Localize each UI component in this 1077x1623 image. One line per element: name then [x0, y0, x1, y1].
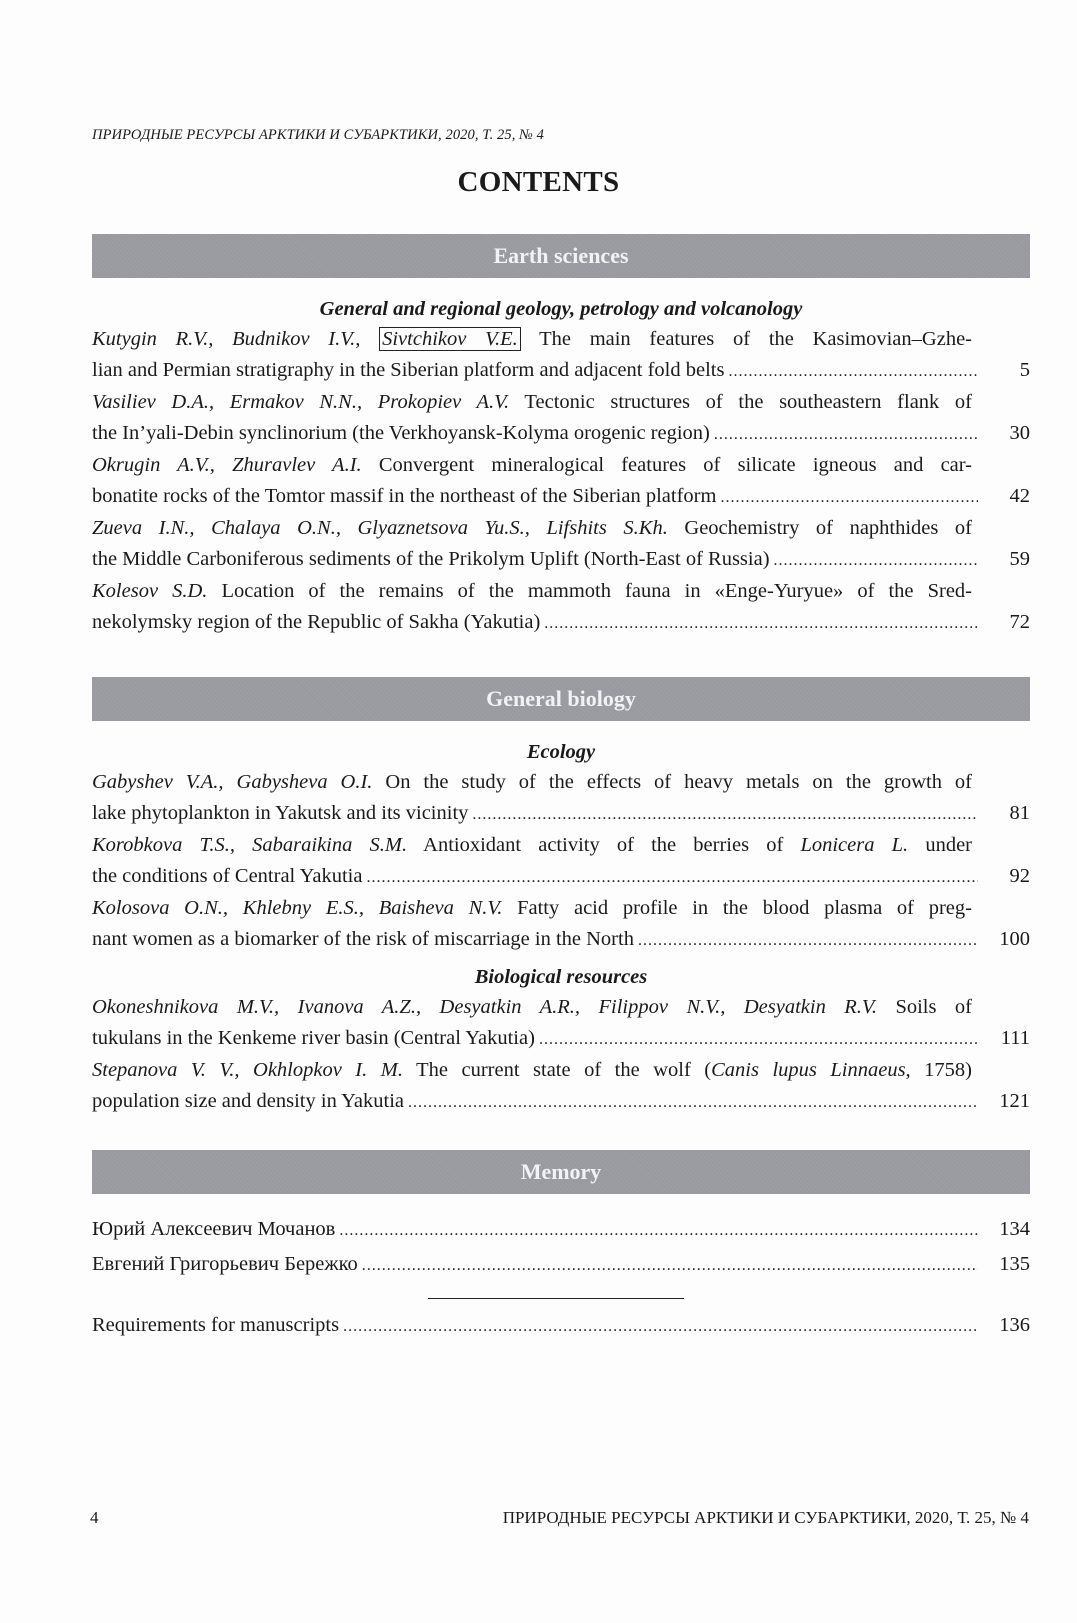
divider-line [428, 1298, 684, 1299]
subsection-title: General and regional geology, petrology and volcanology [319, 298, 803, 320]
entry-title: Antioxidant activity of the berries of [423, 834, 784, 856]
entry-title: Евгений Григорьевич Бережко [92, 1253, 358, 1275]
entry-title-cont: the In’yali-Debin synclinorium (the Verkhoyansk-Kolyma orogenic region) [92, 422, 710, 444]
entry-title: The current state of the wolf ( [416, 1059, 712, 1081]
taxon-name: Lonicera L. [800, 834, 909, 856]
leader-dots [774, 545, 978, 576]
entry-title-cont: lian and Permian stratigraphy in the Siberian platform and adjacent fold belts [92, 359, 725, 381]
section-memory [92, 1150, 1030, 1281]
toc-entry[interactable] [92, 1249, 1030, 1281]
entry-title-cont: the conditions of Central Yakutia [92, 865, 363, 887]
entry-title-cont: bonatite rocks of the Tomtor massif in the northeast of the Siberian platform [92, 485, 717, 507]
footer-journal-title: ПРИРОДНЫЕ РЕСУРСЫ АРКТИКИ И СУБАРКТИКИ, 2020, Т. 25, № 4 [502, 1508, 1029, 1527]
leader-dots [362, 1250, 978, 1281]
leader-dots [539, 1024, 978, 1055]
toc-entry[interactable] [92, 576, 1030, 639]
page-number: 136 [999, 1314, 1030, 1336]
page-number: 134 [999, 1218, 1030, 1240]
contents-title: CONTENTS [457, 166, 620, 198]
page-number: 92 [1009, 865, 1030, 887]
entry-authors: Kolesov S.D. [92, 580, 208, 602]
entry-authors: Kutygin R.V., Budnikov I.V., [92, 328, 361, 350]
page-number: 135 [999, 1253, 1030, 1275]
entry-title-cont: population size and density in Yakutia [92, 1090, 405, 1112]
toc-entry[interactable] [92, 513, 1030, 576]
entry-authors: Korobkova T.S., Sabaraikina S.M. [92, 834, 408, 856]
leader-dots [720, 482, 978, 513]
page-number: 100 [999, 928, 1030, 950]
page-number: 59 [1009, 548, 1030, 570]
section-bar: Memory [92, 1150, 1030, 1194]
entry-authors: Kolosova O.N., Khlebny E.S., Baisheva N.V. [92, 897, 503, 919]
footer-page-number: 4 [90, 1508, 99, 1527]
toc-entry[interactable] [92, 767, 1030, 830]
section-earth-sciences [92, 234, 1030, 639]
toc-entry[interactable] [92, 893, 1030, 956]
entry-authors: Vasiliev D.A., Ermakov N.N., Prokopiev A.V. [92, 391, 510, 413]
entry-authors: Zueva I.N., Chalaya O.N., Glyaznetsova Yu.S., Lifshits S.Kh. [92, 517, 668, 539]
toc-entry[interactable] [92, 450, 1030, 513]
entry-authors: Stepanova V. V., Okhlopkov I. M. [92, 1059, 403, 1081]
toc-entry[interactable] [92, 324, 1030, 387]
entry-title: Geochemistry of naphthides of [684, 517, 973, 539]
entry-title-cont: the Middle Carboniferous sediments of the Prikolym Uplift (North-East of Russia) [92, 548, 770, 570]
page-number: 121 [999, 1090, 1030, 1112]
toc-entry[interactable] [92, 992, 1030, 1055]
leader-dots [366, 862, 978, 893]
entry-title: under [925, 834, 972, 856]
section-bar: General biology [92, 677, 1030, 721]
highlighted-author: Sivtchikov V.E. [379, 327, 521, 351]
page-number: 5 [1019, 359, 1030, 381]
page-number: 30 [1009, 422, 1030, 444]
entry-title-cont: nant women as a biomarker of the risk of miscarriage in the North [92, 928, 634, 950]
entry-title: On the study of the effects of heavy metals on the growth of [385, 771, 972, 793]
entry-title: Юрий Алексеевич Мочанов [92, 1218, 336, 1240]
leader-dots [339, 1215, 978, 1246]
leader-dots [728, 356, 978, 387]
running-head: ПРИРОДНЫЕ РЕСУРСЫ АРКТИКИ И СУБАРКТИКИ, 2020, Т. 25, № 4 [92, 127, 545, 143]
entry-title: , 1758) [905, 1059, 972, 1081]
subsection-title: Biological resources [474, 966, 648, 988]
toc-entry[interactable] [92, 1055, 1030, 1118]
leader-dots [343, 1311, 978, 1342]
entry-title: The main features of the Kasimovian–Gzhe- [539, 328, 972, 350]
leader-dots [544, 608, 978, 639]
taxon-name: Canis lupus Linnaeus [711, 1059, 906, 1081]
entry-title: Requirements for manuscripts [92, 1314, 340, 1336]
section-bar: Earth sciences [92, 234, 1030, 278]
leader-dots [408, 1087, 978, 1118]
entry-title-cont: lake phytoplankton in Yakutsk and its vicinity [92, 802, 469, 824]
leader-dots [472, 799, 978, 830]
page-number: 111 [1000, 1027, 1030, 1049]
toc-entry[interactable] [92, 387, 1030, 450]
entry-title: Convergent mineralogical features of silicate igneous and car- [378, 454, 973, 476]
entry-title: Fatty acid profile in the blood plasma of preg- [517, 897, 972, 919]
entry-title-cont: tukulans in the Kenkeme river basin (Central Yakutia) [92, 1027, 535, 1049]
entry-authors: Okrugin A.V., Zhuravlev A.I. [92, 454, 362, 476]
entry-title: Tectonic structures of the southeastern flank of [524, 391, 973, 413]
page-number: 72 [1009, 611, 1030, 633]
toc-entry[interactable] [92, 1214, 1030, 1246]
page-number: 81 [1009, 802, 1030, 824]
entry-authors: Okoneshnikova M.V., Ivanova A.Z., Desyatkin A.R., Filippov N.V., Desyatkin R.V. [92, 996, 877, 1018]
leader-dots [638, 925, 978, 956]
entry-title: Location of the remains of the mammoth fauna in «Enge-Yuryue» of the Sred- [221, 580, 972, 602]
section-general-biology [92, 677, 1030, 1118]
page-number: 42 [1009, 485, 1030, 507]
entry-title: Soils of [895, 996, 973, 1018]
leader-dots [714, 419, 978, 450]
toc-entry[interactable] [92, 830, 1030, 893]
requirements-entry[interactable] [92, 1310, 1030, 1342]
subsection-title: Ecology [526, 741, 596, 763]
entry-authors: Gabyshev V.A., Gabysheva O.I. [92, 771, 373, 793]
entry-title-cont: nekolymsky region of the Republic of Sakha (Yakutia) [92, 611, 541, 633]
